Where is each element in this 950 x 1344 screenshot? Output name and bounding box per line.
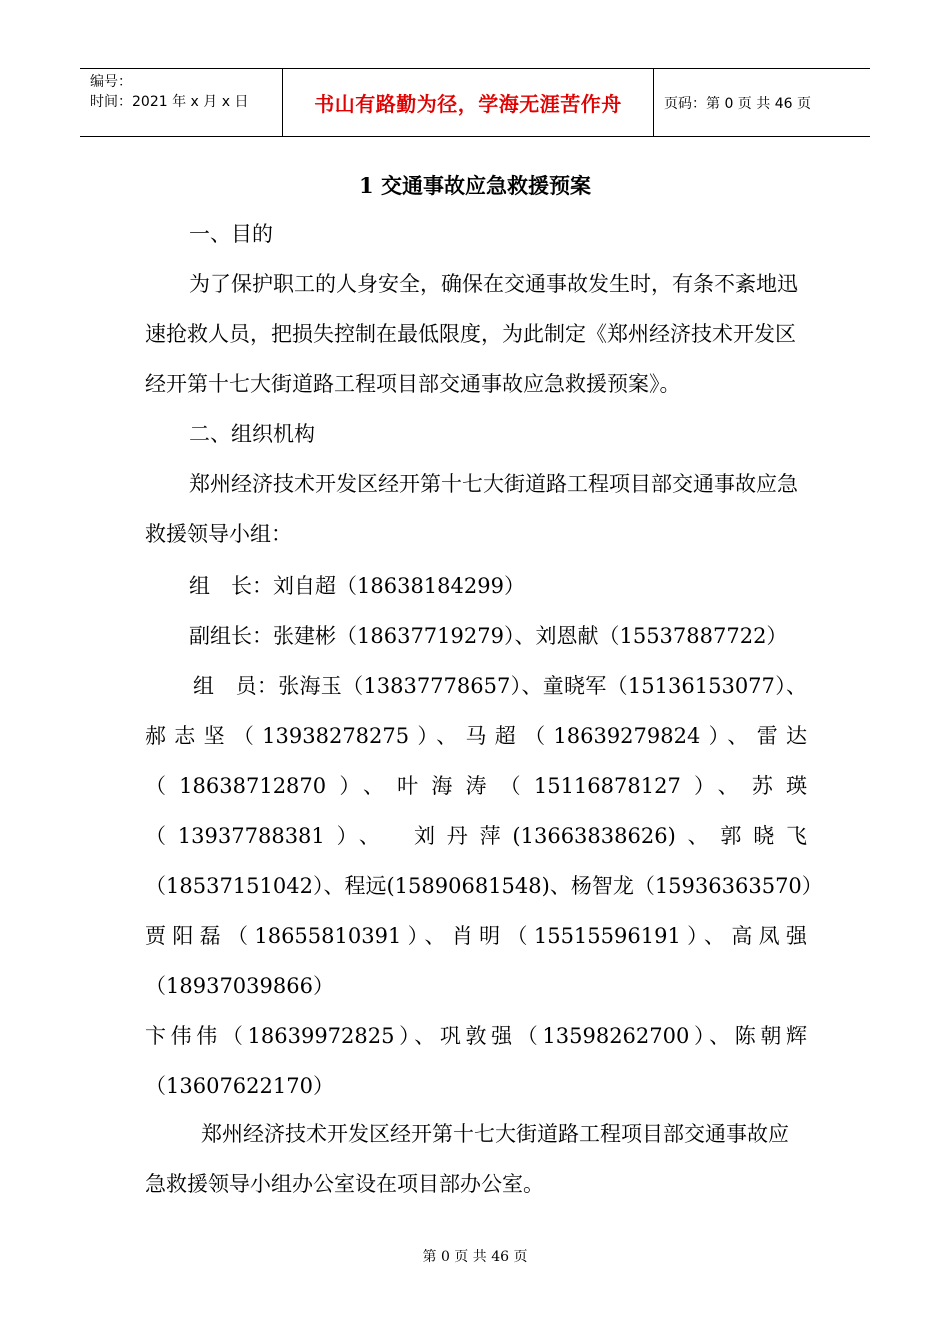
members-line-9: （13607622170） — [145, 1074, 334, 1098]
header-left-cell — [80, 69, 282, 136]
members-line-3: （18638712870）、叶海涛（15116878127）、苏瑛 — [145, 774, 807, 798]
header-motto: 书山有路勤为径，学海无涯苦作舟 — [282, 69, 654, 136]
page-header — [80, 68, 870, 137]
members-line-5: （18537151042）、程远(15890681548)、杨智龙（15936363570） — [145, 874, 823, 898]
header-page-indicator: 页码：第 0 页 共 46 页 — [664, 95, 811, 112]
document-number-label: 编号： — [90, 74, 132, 90]
page-footer: 第 0 页 共 46 页 — [422, 1249, 528, 1265]
section2-intro: 郑州经济技术开发区经开第十七大街道路工程项目部交通事故应急救援领导小组： — [145, 472, 798, 546]
office-paragraph: 郑州经济技术开发区经开第十七大街道路工程项目部交通事故应急救援领导小组办公室设在项目部办公室。 — [145, 1122, 789, 1196]
section1-paragraph: 为了保护职工的人身安全，确保在交通事故发生时，有条不紊地迅速抢救人员，把损失控制在最低限度，为此制定《郑州经济技术开发区经开第十七大街道路工程项目部交通事故应急救援预案》。 — [145, 272, 798, 396]
section2-heading: 二、组织机构 — [189, 422, 315, 446]
deputy-line: 副组长：张建彬（18637719279）、刘恩献（15537887722） — [189, 624, 788, 648]
leader-line: 组 长：刘自超（18638184299） — [189, 574, 525, 598]
members-line-1: 组 员：张海玉（13837778657）、童晓军（15136153077）、 — [193, 674, 807, 698]
members-line-8: 卞伟伟（18639972825）、巩敦强（13598262700）、陈朝辉 — [145, 1024, 807, 1048]
document-date-label: 时间：2021 年 x 月 x 日 — [90, 94, 249, 110]
document-title: 1 交通事故应急救援预案 — [359, 173, 591, 198]
section1-heading: 一、目的 — [189, 222, 273, 246]
members-line-7: （18937039866） — [145, 974, 334, 998]
members-line-2: 郝志坚（13938278275）、马超（18639279824）、雷达 — [145, 724, 807, 748]
members-line-4: （13937788381）、 刘丹萍(13663838626)、郭晓飞 — [145, 824, 807, 848]
members-line-6: 贾阳磊（18655810391）、肖明（15515596191）、高凤强 — [145, 924, 807, 948]
